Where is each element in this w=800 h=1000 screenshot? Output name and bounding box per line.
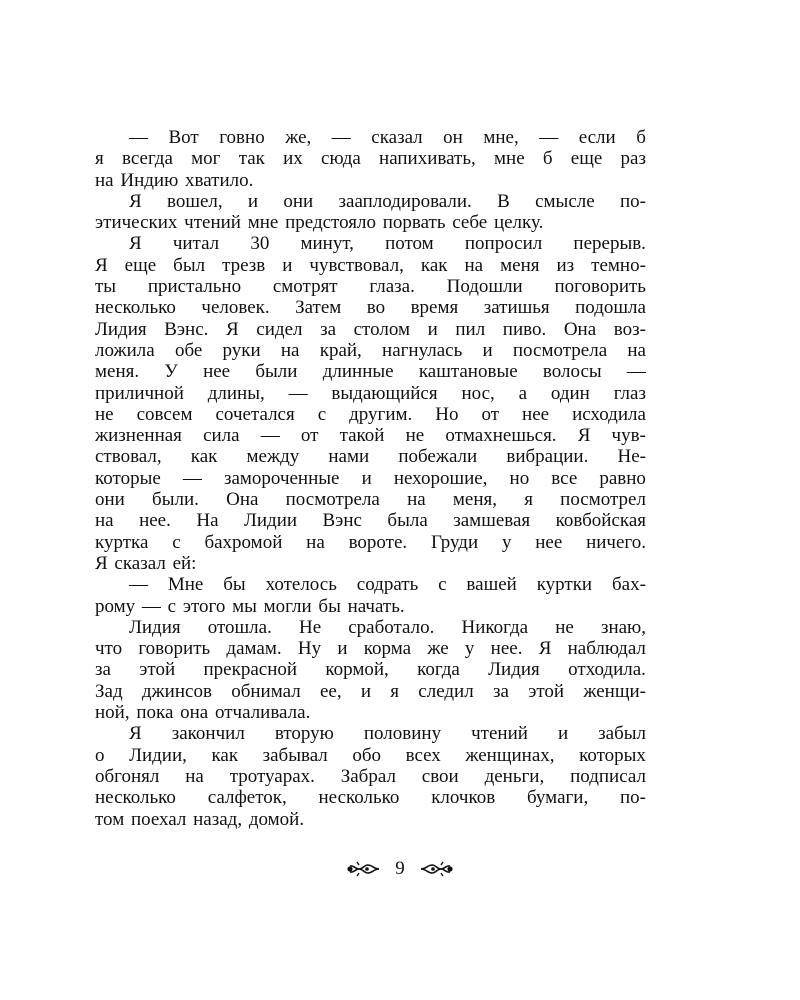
text-line: за этой прекрасной кормой, когда Лидия отходила. [95,659,646,681]
text-line: не совсем сочетался с другим. Но от нее исходила [95,403,646,425]
text-line: Я читал 30 минут, потом попросил перерыв. [129,233,646,255]
text-line: том поехал назад, домой. [95,808,305,830]
page-number: 9 [395,858,405,879]
text-line: что говорить дамам. Ну и корма же у нее. Я наблюдал [95,638,646,660]
text-line: на Индию хватило. [95,169,254,191]
text-line: несколько человек. Затем во время затишья подошла [95,297,646,319]
text-line: куртка с бахромой на вороте. Груди у нее ничего. [95,531,646,553]
text-line: — Мне бы хотелось содрать с вашей куртки бах- [129,574,646,596]
text-line: ной, пока она отчаливала. [95,702,311,724]
page-footer [0,858,800,880]
text-line: Лидия отошла. Не сработало. Никогда не знаю, [129,616,646,638]
text-line: о Лидии, как забывал обо всех женщинах, которых [95,744,646,766]
text-line: ложила обе руки на край, нагнулась и посмотрела на [95,339,646,361]
text-line: Я сказал ей: [95,552,197,574]
text-line: несколько салфеток, несколько клочков бумаги, по- [95,787,646,809]
text-line: Я вошел, и они зааплодировали. В смысле по- [129,190,646,212]
text-line: Лидия Вэнс. Я сидел за столом и пил пиво. Она воз- [95,318,646,340]
text-line: жизненная сила — от такой не отмахнешься. Я чув- [95,425,646,447]
ornament-right-icon [419,859,455,879]
text-line: на нее. На Лидии Вэнс была замшевая ковбойская [95,510,646,532]
text-line: этических чтений мне предстояло порвать себе целку. [95,212,544,234]
text-line: Зад джинсов обнимал ее, и я следил за этой женщи- [95,680,646,702]
text-line: приличной длины, — выдающийся нос, а один глаз [95,382,646,404]
text-line: ствовал, как между нами побежали вибрации. Не- [95,446,646,468]
text-line: ты пристально смотрят глаза. Подошли поговорить [95,276,646,298]
text-line: я всегда мог так их сюда напихивать, мне б еще раз [95,148,646,170]
ornament-left-icon [345,859,381,879]
text-line: они были. Она посмотрела на меня, я посмотрел [95,489,646,511]
text-line: обгонял на тротуарах. Забрал свои деньги, подписал [95,765,646,787]
text-line: Я закончил вторую половину чтений и забыл [129,723,646,745]
text-line: меня. У нее были длинные каштановые волосы — [95,361,646,383]
text-line: которые — замороченные и нехорошие, но все равно [95,467,646,489]
text-line: рому — с этого мы могли бы начать. [95,595,405,617]
text-line: — Вот говно же, — сказал он мне, — если б [129,127,646,148]
text-line: Я еще был трезв и чувствовал, как на меня из темно- [95,254,646,276]
body-text [95,127,646,830]
